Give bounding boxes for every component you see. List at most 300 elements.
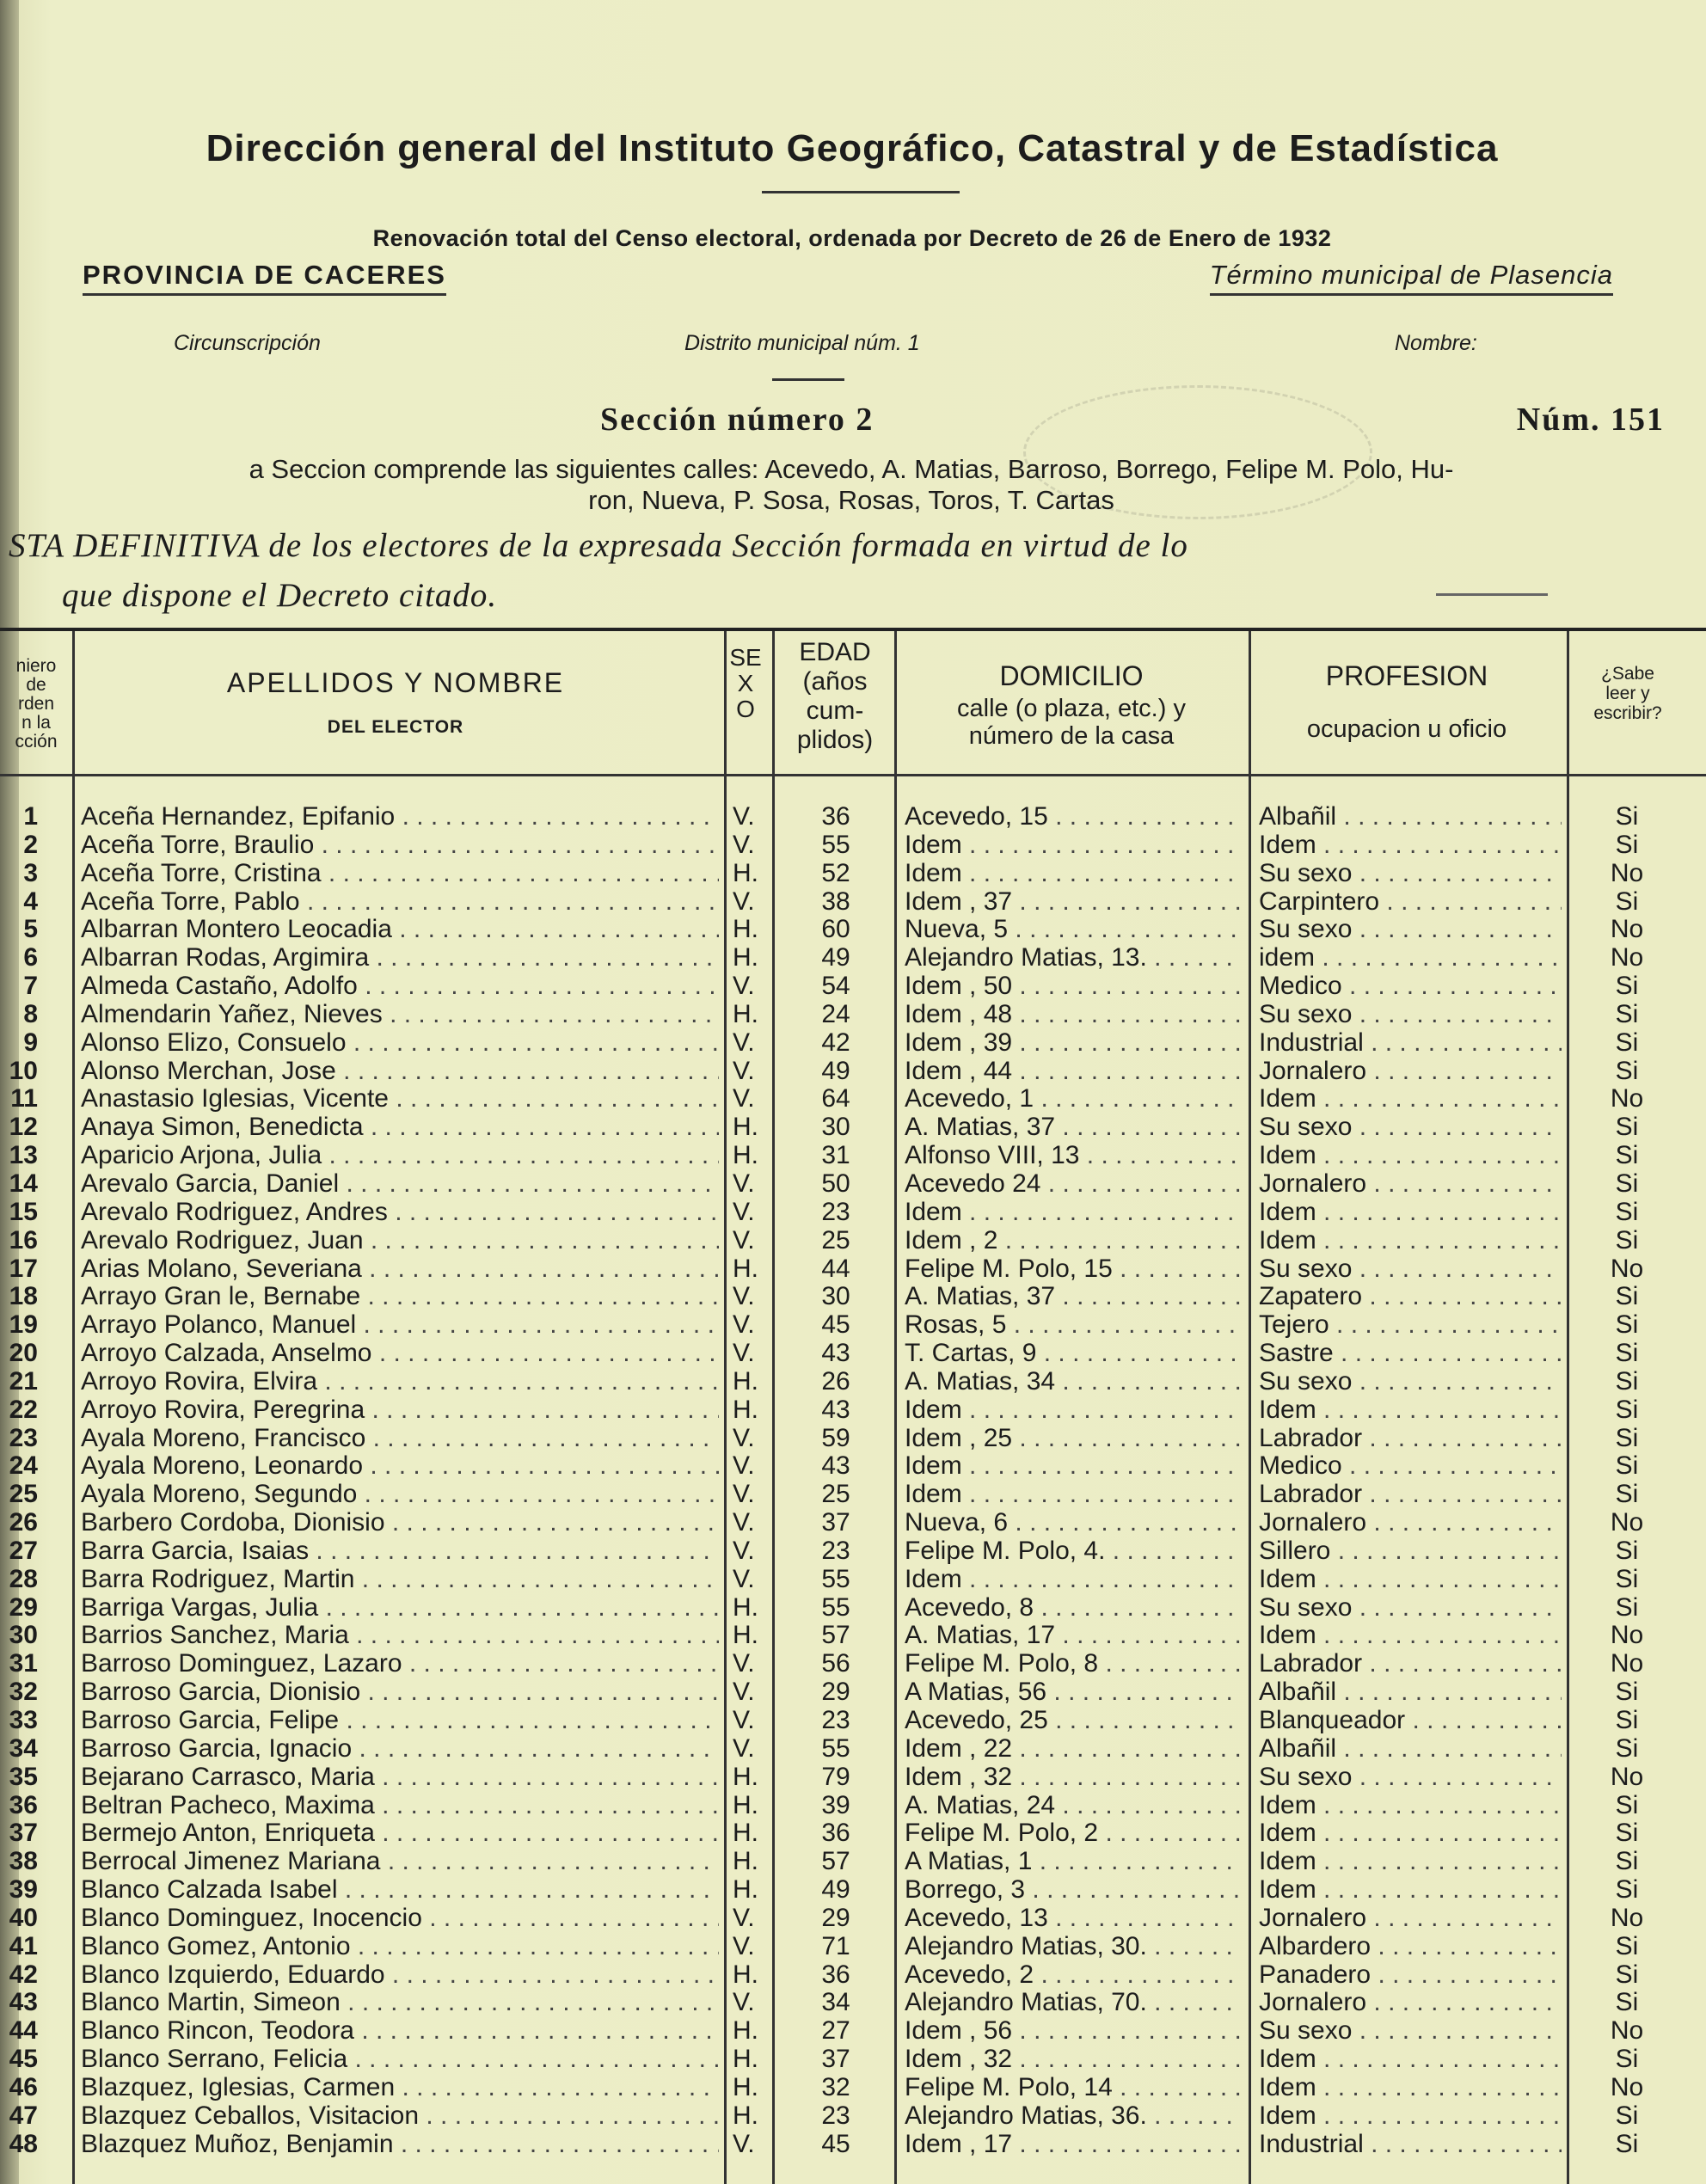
elector-profesion-text: Albardero . . . — [1259, 1933, 1562, 1960]
elector-edad-text: 32 — [821, 2073, 850, 2101]
row-number-text: 1 — [23, 803, 38, 831]
elector-domicilio-text: Felipe M. Polo, 15 . . . — [905, 1255, 1242, 1283]
elector-edad — [784, 1085, 887, 1113]
elector-domicilio — [905, 2017, 1242, 2045]
elector-sexo — [733, 1425, 767, 1452]
list-statement-line-1: STA DEFINITIVA de los electores de la expresada Sección formada en virtud de lo — [9, 527, 1188, 564]
elector-sexo — [733, 888, 767, 916]
elector-edad-text: 30 — [821, 1283, 850, 1311]
elector-sabe-leer-text: No — [1610, 1622, 1644, 1650]
elector-profesion-text: Su sexo . . . — [1259, 1001, 1562, 1028]
elector-sexo-text: H. — [733, 1255, 758, 1283]
elector-edad — [784, 1735, 887, 1763]
row-number — [0, 916, 38, 943]
row-number — [0, 1481, 38, 1508]
elector-sabe-leer — [1575, 1764, 1678, 1791]
header-apellidos-sub: DEL ELECTOR — [327, 717, 464, 737]
elector-name — [81, 2017, 719, 2045]
elector-name — [81, 1961, 719, 1989]
table-row — [0, 1848, 1706, 1876]
elector-sabe-leer — [1575, 1425, 1678, 1452]
elector-edad — [784, 1058, 887, 1085]
header-numero-line: de — [26, 675, 46, 695]
table-row — [0, 1396, 1706, 1425]
elector-sabe-leer — [1575, 1283, 1678, 1310]
elector-name — [81, 1283, 719, 1310]
elector-sexo-text: V. — [733, 1169, 755, 1198]
elector-edad-text: 23 — [821, 1707, 850, 1734]
elector-domicilio-text: Acevedo, 8 . . . — [905, 1594, 1242, 1622]
elector-profesion — [1259, 1283, 1562, 1310]
elector-sabe-leer-text: No — [1610, 1904, 1644, 1932]
elector-domicilio — [905, 1255, 1242, 1283]
title-divider — [762, 191, 960, 193]
elector-sabe-leer-text: Si — [1615, 1057, 1639, 1085]
streets-line-1: a Seccion comprende las siguientes calles: Acevedo, A. Matias, Barroso, Borrego, Felipe M. Polo, Hu- — [249, 454, 1454, 484]
elector-domicilio — [905, 1029, 1242, 1057]
elector-sexo-text: V. — [733, 1085, 755, 1113]
elector-profesion — [1259, 1340, 1562, 1367]
elector-domicilio — [905, 2074, 1242, 2101]
elector-domicilio — [905, 1227, 1242, 1255]
elector-edad — [784, 1764, 887, 1791]
elector-profesion-text: Medico . . . — [1259, 1452, 1562, 1480]
page-subtitle: Renovación total del Censo electoral, ordenada por Decreto de 26 de Enero de 1932 — [372, 225, 1332, 251]
row-number — [0, 1678, 38, 1706]
elector-domicilio-text: Idem . . . — [905, 1452, 1242, 1480]
elector-name-text: Arevalo Garcia, Daniel . . . — [81, 1170, 719, 1198]
table-row — [0, 1622, 1706, 1650]
elector-edad-text: 27 — [821, 2017, 850, 2046]
elector-sabe-leer — [1575, 1707, 1678, 1734]
elector-edad — [784, 2017, 887, 2045]
elector-edad-text: 26 — [821, 1367, 850, 1396]
elector-edad-text: 49 — [821, 944, 850, 972]
elector-sabe-leer-text: No — [1610, 1509, 1644, 1537]
row-number — [0, 1283, 38, 1310]
elector-domicilio-text: A. Matias, 17 . . . — [905, 1622, 1242, 1649]
elector-edad — [784, 1650, 887, 1678]
elector-sabe-leer-text: Si — [1615, 972, 1639, 1001]
elector-domicilio-text: Idem , 56 . . . — [905, 2017, 1242, 2045]
provincia-label: PROVINCIA DE CACERES — [83, 260, 446, 296]
elector-sabe-leer-text: No — [1610, 1763, 1644, 1791]
elector-sexo — [733, 1509, 767, 1537]
elector-edad — [784, 1311, 887, 1339]
elector-sabe-leer — [1575, 1735, 1678, 1763]
elector-sabe-leer-text: Si — [1615, 2101, 1639, 2130]
header-numero-line: cción — [15, 732, 58, 752]
elector-sabe-leer — [1575, 2017, 1678, 2045]
elector-profesion — [1259, 1396, 1562, 1424]
elector-sexo-text: V. — [733, 1678, 755, 1707]
elector-name-text: Barroso Garcia, Ignacio . . . — [81, 1735, 719, 1763]
row-number-text: 12 — [9, 1113, 38, 1142]
elector-name — [81, 1622, 719, 1649]
elector-domicilio — [905, 1425, 1242, 1452]
elector-name-text: Arevalo Rodriguez, Andres . . . — [81, 1199, 719, 1226]
elector-sabe-leer-text: No — [1610, 1085, 1644, 1113]
elector-sabe-leer — [1575, 803, 1678, 831]
elector-sexo-text: V. — [733, 1452, 755, 1481]
elector-profesion — [1259, 1764, 1562, 1791]
elector-sexo — [733, 1368, 767, 1396]
elector-name-text: Alonso Elizo, Consuelo . . . — [81, 1029, 719, 1057]
elector-name — [81, 1001, 719, 1028]
elector-name-text: Blanco Izquierdo, Eduardo . . . — [81, 1961, 719, 1989]
elector-sexo — [733, 1792, 767, 1819]
header-domicilio: DOMICILIO — [999, 660, 1144, 691]
elector-edad — [784, 1622, 887, 1649]
elector-domicilio — [905, 1199, 1242, 1226]
elector-domicilio — [905, 1989, 1242, 2016]
elector-domicilio-text: Alejandro Matias, 70. . . . — [905, 1989, 1242, 2016]
elector-sabe-leer-text: Si — [1615, 1340, 1639, 1368]
elector-sexo — [733, 860, 767, 887]
elector-profesion-text: Idem . . . — [1259, 1792, 1562, 1819]
elector-domicilio-text: T. Cartas, 9 . . . — [905, 1340, 1242, 1367]
elector-name — [81, 1340, 719, 1367]
elector-profesion — [1259, 1905, 1562, 1932]
elector-edad-text: 37 — [821, 1509, 850, 1537]
header-apellidos: APELLIDOS Y NOMBRE — [226, 667, 565, 698]
row-number — [0, 1594, 38, 1622]
elector-domicilio — [905, 2046, 1242, 2073]
elector-sexo-text: V. — [733, 1565, 755, 1593]
elector-name-text: Arrayo Polanco, Manuel . . . — [81, 1311, 719, 1339]
elector-sexo — [733, 1537, 767, 1565]
elector-domicilio — [905, 1961, 1242, 1989]
row-number — [0, 2017, 38, 2045]
elector-name-text: Almendarin Yañez, Nieves . . . — [81, 1001, 719, 1028]
row-number — [0, 1792, 38, 1819]
elector-domicilio — [905, 1509, 1242, 1537]
elector-name-text: Blanco Gomez, Antonio . . . — [81, 1933, 719, 1960]
table-row — [0, 1876, 1706, 1905]
elector-profesion-text: Tejero . . . — [1259, 1311, 1562, 1339]
elector-profesion-text: Su sexo . . . — [1259, 2017, 1562, 2045]
elector-domicilio — [905, 888, 1242, 916]
header-numero-line: rden — [17, 694, 55, 714]
elector-sabe-leer-text: Si — [1615, 1452, 1639, 1481]
elector-profesion — [1259, 2102, 1562, 2130]
elector-edad — [784, 1961, 887, 1989]
elector-name — [81, 888, 719, 916]
elector-sexo — [733, 1848, 767, 1875]
row-number — [0, 1170, 38, 1198]
elector-sexo — [733, 1170, 767, 1198]
table-row — [0, 1792, 1706, 1820]
row-number — [0, 803, 38, 831]
elector-name-text: Arrayo Gran le, Bernabe . . . — [81, 1283, 719, 1310]
streets-line-2: ron, Nueva, P. Sosa, Rosas, Toros, T. Cartas — [588, 485, 1114, 515]
row-number-text: 24 — [9, 1452, 38, 1481]
row-number — [0, 1368, 38, 1396]
elector-domicilio — [905, 831, 1242, 859]
elector-domicilio — [905, 944, 1242, 972]
elector-domicilio-text: Idem , 32 . . . — [905, 2046, 1242, 2073]
elector-sabe-leer — [1575, 1622, 1678, 1649]
elector-sexo — [733, 1961, 767, 1989]
table-row — [0, 916, 1706, 944]
elector-name — [81, 1368, 719, 1396]
table-row — [0, 1650, 1706, 1678]
nombre-label: Nombre: — [1395, 331, 1477, 355]
elector-domicilio-text: A. Matias, 37 . . . — [905, 1283, 1242, 1310]
elector-profesion-text: Blanqueador . . . — [1259, 1707, 1562, 1734]
header-sabe-line: escribir? — [1593, 703, 1662, 723]
row-number — [0, 1311, 38, 1339]
table-row — [0, 1029, 1706, 1058]
elector-edad — [784, 1029, 887, 1057]
elector-sexo — [733, 1933, 767, 1960]
elector-sexo-text: V. — [733, 1904, 755, 1932]
elector-sexo — [733, 1311, 767, 1339]
elector-sexo-text: H. — [733, 1113, 758, 1142]
table-row — [0, 1961, 1706, 1990]
elector-profesion-text: Su sexo . . . — [1259, 1368, 1562, 1396]
elector-domicilio-text: Alejandro Matias, 36. . . . — [905, 2102, 1242, 2130]
elector-profesion — [1259, 1933, 1562, 1960]
elector-sabe-leer-text: Si — [1615, 803, 1639, 831]
elector-domicilio-text: Alejandro Matias, 30. . . . — [905, 1933, 1242, 1960]
elector-profesion — [1259, 1311, 1562, 1339]
row-number — [0, 972, 38, 1000]
elector-profesion-text: Idem . . . — [1259, 1848, 1562, 1875]
elector-name-text: Aparicio Arjona, Julia . . . — [81, 1142, 719, 1169]
elector-profesion-text: Zapatero . . . — [1259, 1283, 1562, 1310]
row-number — [0, 1396, 38, 1424]
termino-municipal-label: Término municipal de Plasencia — [1210, 260, 1613, 296]
elector-edad-text: 56 — [821, 1650, 850, 1678]
elector-name — [81, 1819, 719, 1847]
elector-edad-text: 55 — [821, 1734, 850, 1763]
elector-name-text: Arroyo Rovira, Elvira . . . — [81, 1368, 719, 1396]
row-number-text: 32 — [9, 1678, 38, 1707]
section-divider — [772, 378, 844, 381]
elector-profesion — [1259, 1425, 1562, 1452]
elector-profesion-text: Idem . . . — [1259, 2102, 1562, 2130]
elector-domicilio-text: Idem , 17 . . . — [905, 2131, 1242, 2158]
elector-sabe-leer — [1575, 1113, 1678, 1141]
row-number — [0, 1001, 38, 1028]
row-number-text: 43 — [9, 1989, 38, 2017]
elector-domicilio — [905, 860, 1242, 887]
elector-sexo — [733, 2102, 767, 2130]
elector-domicilio — [905, 803, 1242, 831]
header-edad-line: cum- — [806, 696, 864, 725]
elector-edad — [784, 1199, 887, 1226]
elector-domicilio — [905, 1650, 1242, 1678]
elector-sexo-text: H. — [733, 859, 758, 887]
elector-domicilio — [905, 1340, 1242, 1367]
table-row — [0, 803, 1706, 831]
row-number — [0, 1340, 38, 1367]
elector-edad-text: 71 — [821, 1932, 850, 1960]
row-number — [0, 1650, 38, 1678]
elector-sabe-leer-text: Si — [1615, 1283, 1639, 1311]
elector-edad-text: 23 — [821, 1537, 850, 1565]
table-row — [0, 1142, 1706, 1170]
table-header — [0, 631, 1706, 774]
elector-name-text: Barra Garcia, Isaias . . . — [81, 1537, 719, 1565]
elector-profesion — [1259, 1650, 1562, 1678]
elector-profesion — [1259, 1058, 1562, 1085]
elector-domicilio — [905, 1876, 1242, 1904]
elector-edad-text: 25 — [821, 1481, 850, 1509]
elector-profesion-text: Jornalero . . . — [1259, 1509, 1562, 1537]
elector-sexo — [733, 2074, 767, 2101]
elector-sexo-text: V. — [733, 1650, 755, 1678]
elector-sexo-text: V. — [733, 1509, 755, 1537]
elector-profesion-text: Industrial . . . — [1259, 2131, 1562, 2158]
elector-sexo-text: H. — [733, 1142, 758, 1170]
elector-edad-text: 24 — [821, 1000, 850, 1028]
row-number — [0, 1142, 38, 1169]
elector-edad — [784, 1283, 887, 1310]
elector-profesion-text: Medico . . . — [1259, 972, 1562, 1000]
elector-sexo — [733, 1029, 767, 1057]
elector-profesion-text: Labrador . . . — [1259, 1425, 1562, 1452]
elector-domicilio — [905, 1848, 1242, 1875]
elector-sabe-leer — [1575, 1905, 1678, 1932]
header-sabe-leer — [1563, 664, 1692, 723]
row-number-text: 15 — [9, 1198, 38, 1226]
elector-name — [81, 2074, 719, 2101]
elector-name-text: Blanco Martin, Simeon . . . — [81, 1989, 719, 2016]
elector-edad — [784, 1594, 887, 1622]
elector-name — [81, 1113, 719, 1141]
elector-domicilio — [905, 1142, 1242, 1169]
row-number — [0, 1452, 38, 1480]
elector-name — [81, 2046, 719, 2073]
elector-domicilio — [905, 1085, 1242, 1113]
elector-sabe-leer-text: Si — [1615, 887, 1639, 916]
elector-sabe-leer — [1575, 2131, 1678, 2158]
elector-sexo-text: H. — [733, 2101, 758, 2130]
row-number — [0, 2102, 38, 2130]
elector-profesion-text: Idem . . . — [1259, 1876, 1562, 1904]
row-number-text: 8 — [23, 1000, 38, 1028]
elector-sexo-text: V. — [733, 1481, 755, 1509]
elector-sexo-text: H. — [733, 1000, 758, 1028]
elector-sabe-leer — [1575, 2102, 1678, 2130]
elector-sexo-text: H. — [733, 916, 758, 944]
elector-sabe-leer — [1575, 831, 1678, 859]
elector-profesion-text: Industrial . . . — [1259, 1029, 1562, 1057]
elector-edad — [784, 1113, 887, 1141]
elector-name-text: Alonso Merchan, Jose . . . — [81, 1058, 719, 1085]
row-number-text: 35 — [9, 1763, 38, 1791]
elector-edad-text: 50 — [821, 1169, 850, 1198]
elector-name-text: Anastasio Iglesias, Vicente . . . — [81, 1085, 719, 1113]
elector-sabe-leer-text: No — [1610, 2017, 1644, 2046]
elector-profesion — [1259, 1029, 1562, 1057]
elector-sabe-leer — [1575, 1029, 1678, 1057]
elector-sexo — [733, 1001, 767, 1028]
header-sexo: SEXO — [729, 644, 762, 722]
elector-sabe-leer — [1575, 1255, 1678, 1283]
elector-sabe-leer-text: Si — [1615, 1028, 1639, 1057]
elector-domicilio — [905, 1933, 1242, 1960]
row-number — [0, 944, 38, 972]
row-number — [0, 2074, 38, 2101]
elector-name — [81, 1509, 719, 1537]
header-domicilio-line: número de la casa — [968, 722, 1175, 750]
elector-profesion-text: Jornalero . . . — [1259, 1905, 1562, 1932]
elector-domicilio — [905, 1481, 1242, 1508]
row-number-text: 6 — [23, 944, 38, 972]
table-row — [0, 1255, 1706, 1284]
page-title: Dirección general del Instituto Geográfico, Catastral y de Estadística — [206, 127, 1499, 169]
elector-profesion — [1259, 1566, 1562, 1593]
elector-domicilio — [905, 1311, 1242, 1339]
elector-sabe-leer-text: Si — [1615, 1198, 1639, 1226]
table-row — [0, 1425, 1706, 1453]
elector-profesion — [1259, 2131, 1562, 2158]
elector-domicilio-text: Acevedo, 25 . . . — [905, 1707, 1242, 1734]
elector-profesion — [1259, 2074, 1562, 2101]
elector-name-text: Arroyo Rovira, Peregrina . . . — [81, 1396, 719, 1424]
elector-profesion — [1259, 1227, 1562, 1255]
elector-sabe-leer — [1575, 2046, 1678, 2073]
elector-profesion — [1259, 1142, 1562, 1169]
table-row — [0, 1537, 1706, 1566]
elector-sexo — [733, 1396, 767, 1424]
elector-sexo-text: V. — [733, 1283, 755, 1311]
elector-sexo — [733, 1905, 767, 1932]
row-number-text: 28 — [9, 1565, 38, 1593]
elector-profesion — [1259, 1199, 1562, 1226]
elector-profesion — [1259, 2017, 1562, 2045]
elector-sabe-leer — [1575, 1933, 1678, 1960]
elector-edad-text: 52 — [821, 859, 850, 887]
row-number — [0, 1058, 38, 1085]
elector-sabe-leer — [1575, 1819, 1678, 1847]
elector-edad-text: 49 — [821, 1876, 850, 1905]
row-number — [0, 1735, 38, 1763]
table-row — [0, 1227, 1706, 1255]
row-number-text: 48 — [9, 2130, 38, 2158]
elector-sexo-text: V. — [733, 1057, 755, 1085]
elector-name — [81, 1566, 719, 1593]
distrito-label: Distrito municipal núm. 1 — [684, 331, 920, 355]
elector-profesion-text: Jornalero . . . — [1259, 1058, 1562, 1085]
elector-profesion-text: idem . . . — [1259, 944, 1562, 972]
elector-edad-text: 29 — [821, 1678, 850, 1707]
page-number: Núm. 151 — [1516, 402, 1665, 438]
streets-paragraph — [17, 454, 1685, 516]
table-row — [0, 2074, 1706, 2102]
elector-domicilio-text: Nueva, 5 . . . — [905, 916, 1242, 943]
row-number-text: 40 — [9, 1904, 38, 1932]
elector-edad-text: 37 — [821, 2046, 850, 2074]
elector-sexo — [733, 1452, 767, 1480]
row-number-text: 37 — [9, 1819, 38, 1848]
elector-sexo — [733, 1340, 767, 1367]
row-number — [0, 888, 38, 916]
elector-edad-text: 44 — [821, 1255, 850, 1283]
row-number — [0, 1227, 38, 1255]
elector-profesion — [1259, 1509, 1562, 1537]
elector-name — [81, 1142, 719, 1169]
row-number — [0, 1961, 38, 1989]
elector-edad — [784, 1509, 887, 1537]
elector-profesion — [1259, 803, 1562, 831]
elector-edad — [784, 1170, 887, 1198]
elector-sexo-text: V. — [733, 972, 755, 1001]
row-number-text: 38 — [9, 1848, 38, 1876]
